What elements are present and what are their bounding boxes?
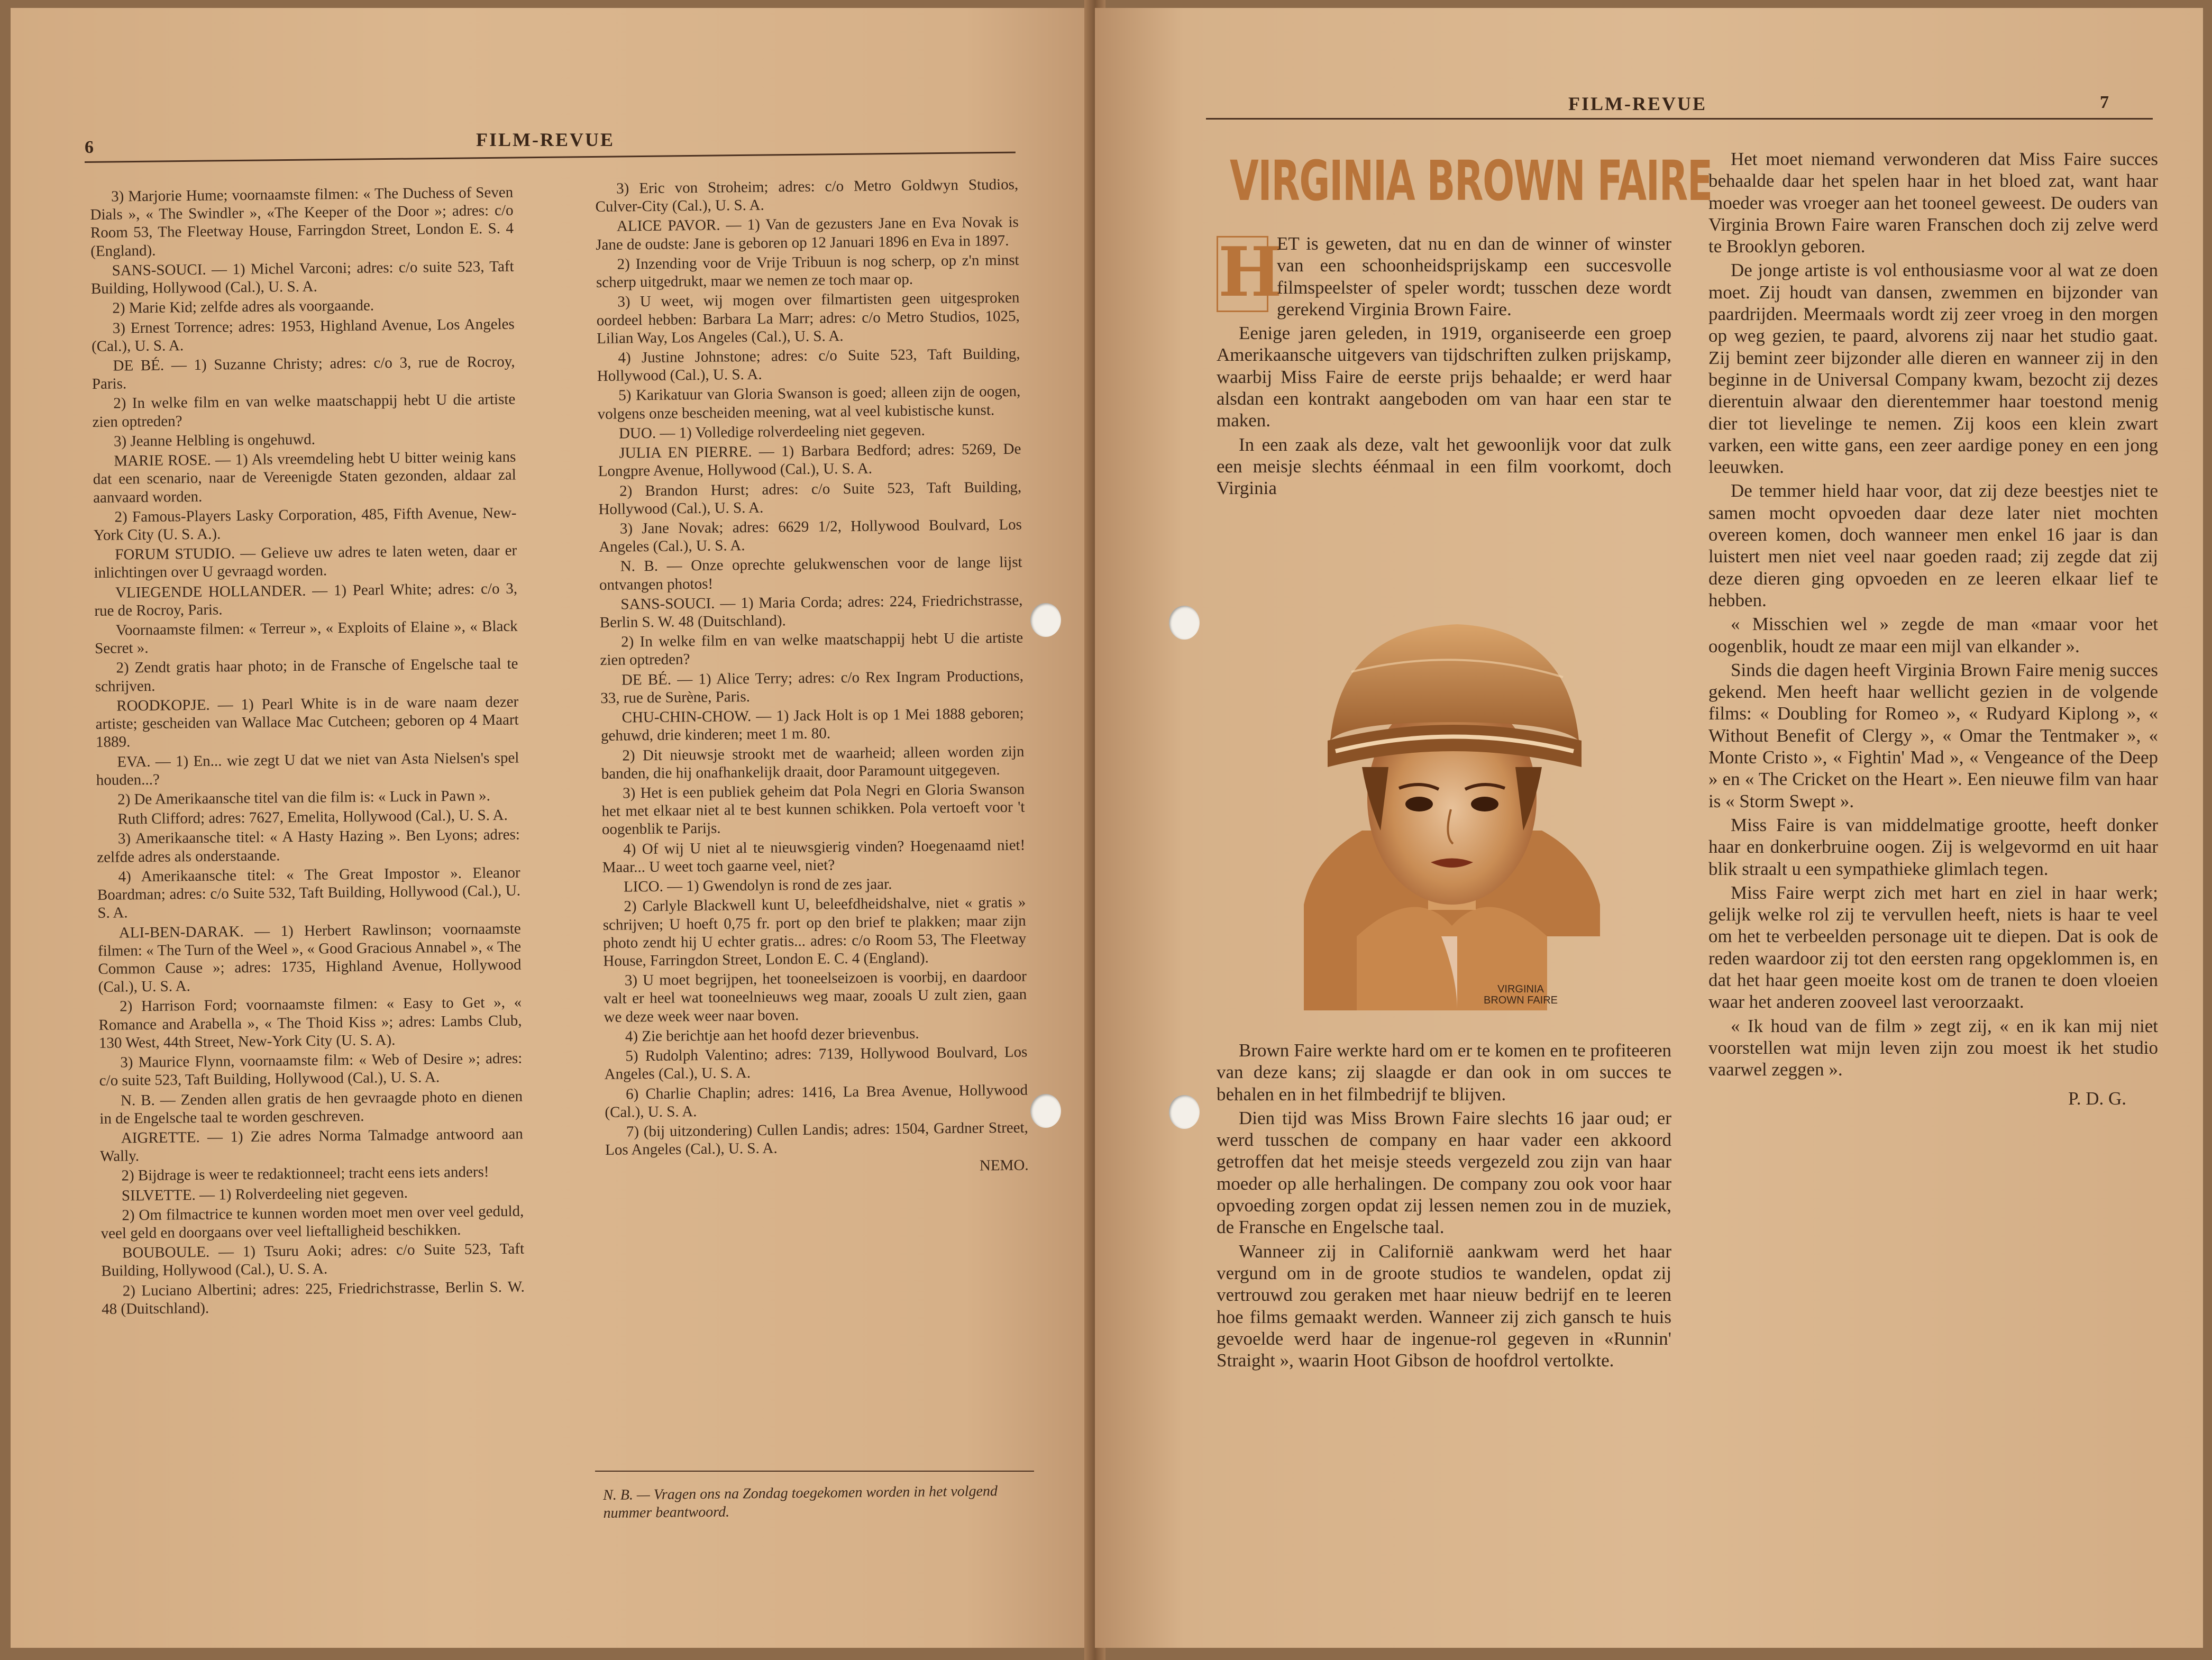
- answer-paragraph: 3) Jane Novak; adres: 6629 1/2, Hollywood Boulvard, Los Angeles (Cal.), U. S. A.: [599, 516, 1022, 556]
- article-paragraph: Sinds die dagen heeft Virginia Brown Faire menig succes gekend. Men heeft haar wellicht gezien in de volgende films: « Doubling for Romeo », « Rudyard Kiplong », « Without Benefit of Clergy », « Omar the Tentmaker », « Monte Cristo », « Fightin' Mad », « Vengeance of the Deep » en « The Cricket on the Heart ». Een nieuwe film van haar is « Storm Swept ».: [1708, 659, 2158, 811]
- portrait-photo: [1283, 608, 1621, 1021]
- answer-paragraph: 3) U weet, wij mogen over filmartisten geen uitgesproken oordeel hebben: Barbara La Marr; adres: c/o Metro Studios, 1025, Lilian Way, Los Angeles (Cal.), U. S. A.: [596, 289, 1020, 347]
- answer-paragraph: Ruth Clifford; adres: 7627, Emelita, Hollywood (Cal.), U. S. A.: [117, 807, 508, 828]
- article-paragraph: Miss Faire is van middelmatige grootte, heeft donker haar en donkerbruine oogen. Zij is welgevormd en uit haar blik straalt u een sympathieke glimlach tegen.: [1708, 814, 2158, 879]
- answer-paragraph: JULIA EN PIERRE. — 1) Barbara Bedford; adres: 5269, De Longpre Avenue, Hollywood (Cal.), U. S. A.: [598, 440, 1021, 480]
- answer-paragraph: AIGRETTE. — 1) Zie adres Norma Talmadge antwoord aan Wally.: [100, 1125, 523, 1165]
- answer-paragraph: ROODKOPJE. — 1) Pearl White is in de ware naam dezer artiste; gescheiden van Wallace Mac Cutcheen; geboren op 4 Maart 1889.: [95, 693, 519, 751]
- article-paragraph: Wanneer zij in Californië aankwam werd het haar vergund om in de groote studios te wandelen, opdat zij vertrouwd zou geraken met haar nieuw bedrijf en te leeren hoe films gemaakt werden. Wanneer zij zich gansch te huis gevoelde werd haar de ingenue-rol gegeven in «Runnin' Straight », waarin Hoot Gibson de hoofdrol vertolkte.: [1217, 1241, 1671, 1371]
- intro-paragraph: Eenige jaren geleden, in 1919, organiseerde een groep Amerikaansche uitgevers van tijdschriften zulken prijskamp, waarbij Miss Faire de eerste prijs behaalde; er werd haar alsdan een kontrakt aangeboden om van haar een star te maken.: [1217, 323, 1671, 431]
- intro-first-paragraph: ET is geweten, dat nu en dan de winner of winster van een schoonheidsprijskamp een succesvolle filmspeelster of speler wordt; tusschen deze wordt gerekend Virginia Brown Faire.: [1277, 233, 1671, 320]
- page-number-right: 7: [2100, 93, 2109, 112]
- intro-paragraph: In een zaak als deze, valt het gewoonlijk voor dat zulk een meisje slechts éénmaal in een film voorkomt, doch Virginia: [1217, 434, 1671, 499]
- answer-paragraph: 2) Zendt gratis haar photo; in de Fransche of Engelsche taal te schrijven.: [95, 655, 518, 695]
- answer-paragraph: 2) De Amerikaansche titel van die film is: « Luck in Pawn ».: [117, 787, 490, 808]
- answer-paragraph: DE BÉ. — 1) Alice Terry; adres: c/o Rex Ingram Productions, 33, rue de Surène, Paris.: [600, 667, 1024, 707]
- binding-hole: [1169, 606, 1200, 640]
- answers-column-2: [595, 176, 1029, 1181]
- article-paragraph: « Ik houd van de film » zegt zij, « en ik kan mij niet voorstellen wat mijn leven zijn zou moest ik het studio vaarwel zeggen ».: [1708, 1015, 2158, 1080]
- article-paragraph: Miss Faire werpt zich met hart en ziel in haar werk; gelijk welke rol zij te vervullen heeft, niets is haar te veel om het te verbeelden personage uit te diepen. Dat is ook de reden waardoor zij tot den eersten rang opgeklommen is, en dat het haar geen moeite kost om de tranen te doen vloeien waar het anderen zooveel last veroorzaakt.: [1708, 882, 2158, 1013]
- drop-cap: H: [1217, 236, 1268, 312]
- answer-paragraph: 2) Inzending voor de Vrije Tribuun is nog scherp, op z'n minst scherp uitgedrukt, maar we nemen ze toch maar op.: [596, 251, 1019, 291]
- answer-paragraph: 2) Bijdrage is weer te redaktionneel; tracht eens iets anders!: [121, 1163, 489, 1184]
- answer-paragraph: 2) Brandon Hurst; adres: c/o Suite 523, Taft Building, Hollywood (Cal.), U. S. A.: [598, 478, 1022, 518]
- answer-paragraph: 3) Amerikaansche titel: « A Hasty Hazing ». Ben Lyons; adres: zelfde adres als onderstaande.: [97, 826, 520, 866]
- left-page: [11, 8, 1095, 1648]
- answer-paragraph: 2) Famous-Players Lasky Corporation, 485, Fifth Avenue, New-York City (U. S. A.).: [93, 504, 517, 544]
- note-rule: [595, 1471, 1034, 1472]
- answer-paragraph: 3) Eric von Stroheim; adres: c/o Metro Goldwyn Studios, Culver-City (Cal.), U. S. A.: [595, 176, 1019, 216]
- answer-paragraph: Voornaamste filmen: « Terreur », « Exploits of Elaine », « Black Secret ».: [94, 617, 518, 658]
- answer-paragraph: 2) Carlyle Blackwell kunt U, beleefdheidshalve, niet « gratis » schrijven; U hoeft 0,75 fr. port op den brief te plakken; maar zijn photo zendt hij U echter gratis... adres: c/o Room 53, The Fleetway House, Farringdon Street, London E. C. 4 (England).: [602, 893, 1027, 970]
- answer-paragraph: 3) Jeanne Helbling is ongehuwd.: [113, 431, 316, 450]
- answer-paragraph: 6) Charlie Chaplin; adres: 1416, La Brea Avenue, Hollywood (Cal.), U. S. A.: [605, 1081, 1028, 1121]
- answer-paragraph: 4) Amerikaansche titel: « The Great Impostor ». Eleanor Boardman; adres: c/o Suite 532, Taft Building, Hollywood (Cal.), U. S. A.: [97, 864, 521, 922]
- article-intro: [1217, 233, 1671, 501]
- answer-paragraph: 2) Marie Kid; zelfde adres als voorgaande.: [112, 297, 374, 317]
- signature-nemo: NEMO.: [979, 1156, 1029, 1174]
- article-paragraph: Brown Faire werkte hard om er te komen en te profiteeren van deze kans; zij slaagde er dan ook in om succes te behalen en in het filmbedrijf te blijven.: [1217, 1040, 1671, 1105]
- page-number-left: 6: [85, 138, 94, 157]
- answer-paragraph: 5) Karikatuur van Gloria Swanson is goed; alleen zijn de oogen, volgens onze bescheiden meening, wat al veel kubistische kunst.: [597, 383, 1021, 423]
- answer-paragraph: 5) Rudolph Valentino; adres: 7139, Hollywood Boulvard, Los Angeles (Cal.), U. S. A.: [604, 1043, 1028, 1083]
- article-headline: VIRGINIA BROWN FAIRE: [1230, 149, 1712, 213]
- answer-paragraph: FORUM STUDIO. — Gelieve uw adres te laten weten, daar er inlichtingen over U gevraagd worden.: [94, 542, 517, 582]
- answer-paragraph: 3) Het is een publiek geheim dat Pola Negri en Gloria Swanson het met elkaar niet al te best kunnen schikken. Pola vertoeft voor 't oogenblik te Parijs.: [601, 780, 1025, 838]
- article-paragraph: De jonge artiste is vol enthousiasme voor al wat ze doen moet. Zij houdt van dansen, zwemmen en bijzonder van paardrijden. Meermaals wordt zij zeer vroeg in den morgen op weg gezien, te paard, alvorens zij naar het studio gaat. Zij bemint zeer bijzonder alle dieren en wanneer zij in den beginne in de Universal Company kwam, bezocht zij dezes dierentuin alwaar den dierentemmer haar toestond menig dier tot lievelinge te nemen. Zij koos een klein zwart varken, een witte gans, een zeer aardige poney en een jong leeuwken.: [1708, 260, 2158, 478]
- answer-paragraph: 3) Ernest Torrence; adres: 1953, Highland Avenue, Los Angeles (Cal.), U. S. A.: [91, 315, 515, 355]
- article-column-right: [1708, 148, 2158, 1112]
- answer-paragraph: DE BÉ. — 1) Suzanne Christy; adres: c/o 3, rue de Rocroy, Paris.: [92, 353, 515, 393]
- answer-paragraph: ALICE PAVOR. — 1) Van de gezusters Jane en Eva Novak is Jane de oudste: Jane is geboren op 12 Januari 1896 en Eva in 1897.: [596, 214, 1019, 253]
- answer-paragraph: N. B. — Zenden allen gratis de hen gevraagde photo en dienen in de Engelsche taal te worden geschreven.: [99, 1088, 523, 1127]
- answer-paragraph: 2) Om filmactrice te kunnen worden moet men over veel geduld, veel geld en doorgaans over veel lieftalligheid beschikken.: [100, 1202, 524, 1242]
- answer-paragraph: BOUBOULE. — 1) Tsuru Aoki; adres: c/o Suite 523, Taft Building, Hollywood (Cal.), U. S. A.: [101, 1240, 525, 1280]
- header-rule-left: [85, 152, 1016, 163]
- editorial-note: N. B. — Vragen ons na Zondag toegekomen worden in het volgend nummer beantwoord.: [603, 1483, 998, 1521]
- answer-paragraph: LICO. — 1) Gwendolyn is rond de zes jaar.: [623, 875, 892, 896]
- article-paragraph: « Misschien wel » zegde de man «maar voor het oogenblik, houdt ze maar een mijl van elkander ».: [1708, 614, 2158, 656]
- answer-paragraph: 2) Dit nieuwsje strookt met de waarheid; alleen worden zijn banden, die hij onafhankelijk draait, door Paramount uitgegeven.: [601, 743, 1025, 782]
- answer-paragraph: N. B. — Onze oprechte gelukwenschen voor de lange lijst ontvangen photos!: [599, 553, 1022, 594]
- page-header-left: FILM-REVUE: [476, 129, 615, 150]
- answer-paragraph: 2) In welke film en van welke maatschappij hebt U die artiste zien optreden?: [600, 629, 1023, 669]
- answer-paragraph: 7) (bij uitzondering) Cullen Landis; adres: 1504, Gardner Street, Los Angeles (Cal.), U. S. A.: [605, 1119, 1028, 1159]
- answer-paragraph: 4) Zie berichtje aan het hoofd dezer brievenbus.: [625, 1025, 919, 1045]
- signature-pdg: P. D. G.: [2068, 1088, 2126, 1109]
- article-column-left: [1217, 1039, 1671, 1373]
- answer-paragraph: MARIE ROSE. — 1) Als vreemdeling hebt U bitter weinig kans dat een scenario, naar de Vereenigde Staten gezonden, aldaar zal aanvaard worden.: [93, 448, 516, 506]
- photo-caption: VIRGINIA BROWN FAIRE: [1483, 983, 1558, 1006]
- answer-paragraph: SANS-SOUCI. — 1) Michel Varconi; adres: c/o suite 523, Taft Building, Hollywood (Cal.), U. S. A.: [90, 258, 514, 298]
- binding-hole: [1169, 1095, 1200, 1129]
- answer-paragraph: 4) Of wij U niet al te nieuwsgierig vinden? Hoegenaamd niet! Maar... U weet toch gaarne veel, niet?: [602, 836, 1026, 876]
- answer-paragraph: 3) Maurice Flynn, voornaamste film: « Web of Desire »; adres: c/o suite 523, Taft Building, Hollywood (Cal.), U. S. A.: [99, 1050, 523, 1090]
- answer-paragraph: SANS-SOUCI. — 1) Maria Corda; adres: 224, Friedrichstrasse, Berlin S. W. 48 (Duitschland).: [599, 591, 1023, 631]
- answer-paragraph: SILVETTE. — 1) Rolverdeeling niet gegeven.: [121, 1184, 408, 1205]
- right-page: [1095, 8, 2203, 1648]
- answer-paragraph: 4) Justine Johnstone; adres: c/o Suite 523, Taft Building, Hollywood (Cal.), U. S. A.: [597, 345, 1020, 385]
- answers-column-1: [90, 184, 525, 1320]
- page-header-right: FILM-REVUE: [1568, 93, 1707, 114]
- answer-paragraph: VLIEGENDE HOLLANDER. — 1) Pearl White; adres: c/o 3, rue de Rocroy, Paris.: [94, 580, 518, 619]
- binding-hole: [1030, 603, 1061, 637]
- answer-paragraph: 2) Harrison Ford; voornaamste filmen: « Easy to Get », « Romance and Arabella », « The Thoid Kiss »; adres: Lambs Club, 130 West, 44th Street, New-York City (U. S. A).: [98, 993, 522, 1052]
- answer-paragraph: 3) Marjorie Hume; voornaamste filmen: « The Duchess of Seven Dials », « The Swindler », «The Keeper of the Door »; adres: c/o Room 53, The Fleetway House, Farringdon Street, London E. S. 4 (England).: [90, 184, 514, 260]
- answer-paragraph: ALI-BEN-DARAK. — 1) Herbert Rawlinson; voornaamste filmen: « The Turn of the Weel », « Good Gracious Annabel », « The Common Cause »; adres: 1735, Highland Avenue, Hollywood (Cal.), U. S. A.: [97, 920, 522, 996]
- article-paragraph: Dien tijd was Miss Brown Faire slechts 16 jaar oud; er werd tusschen de company en haar vader een akkoord getroffen dat het meisje steeds vergezeld zou zijn van haar moeder op alle herhalingen. De company zou ook voor haar opvoeding zorgen opdat zij lessen nemen zou in de muziek, de Fransche en Engelsche taal.: [1217, 1107, 1671, 1238]
- answer-paragraph: 3) U moet begrijpen, het tooneelseizoen is voorbij, en daardoor valt er heel wat tooneelnieuws weg maar, zooals U zult zien, gaan we deze week weer naar boven.: [604, 968, 1027, 1026]
- binding-hole: [1030, 1094, 1061, 1128]
- answer-paragraph: EVA. — 1) En... wie zegt U dat we niet van Asta Nielsen's spel houden...?: [96, 749, 519, 789]
- answer-paragraph: CHU-CHIN-CHOW. — 1) Jack Holt is op 1 Mei 1888 geboren; gehuwd, drie kinderen; meet 1 m. 80.: [600, 705, 1024, 745]
- answer-paragraph: 2) In welke film en van welke maatschappij hebt U die artiste zien optreden?: [92, 391, 516, 431]
- article-paragraph: Het moet niemand verwonderen dat Miss Faire succes behaalde daar het spelen haar in het bloed zat, want haar moeder was vroeger aan het tooneel geweest. De ouders van Virginia Brown Faire waren Franschen doch zij zelve werd te Brooklyn geboren.: [1708, 149, 2158, 257]
- answer-paragraph: DUO. — 1) Volledige rolverdeeling niet gegeven.: [618, 422, 925, 442]
- header-rule-right: [1206, 118, 2153, 120]
- article-paragraph: De temmer hield haar voor, dat zij deze beestjes niet te samen mocht opvoeden daar deze later niet mochten overeen komen, doch wanneer men enkel 16 jaar is dan luistert men niet veel naar goeden raad; zij zegde dat zij deze dieren ging opvoeden en ze leeren elkaar lief te hebben.: [1708, 480, 2158, 610]
- answer-paragraph: 2) Luciano Albertini; adres: 225, Friedrichstrasse, Berlin S. W. 48 (Duitschland).: [102, 1278, 525, 1318]
